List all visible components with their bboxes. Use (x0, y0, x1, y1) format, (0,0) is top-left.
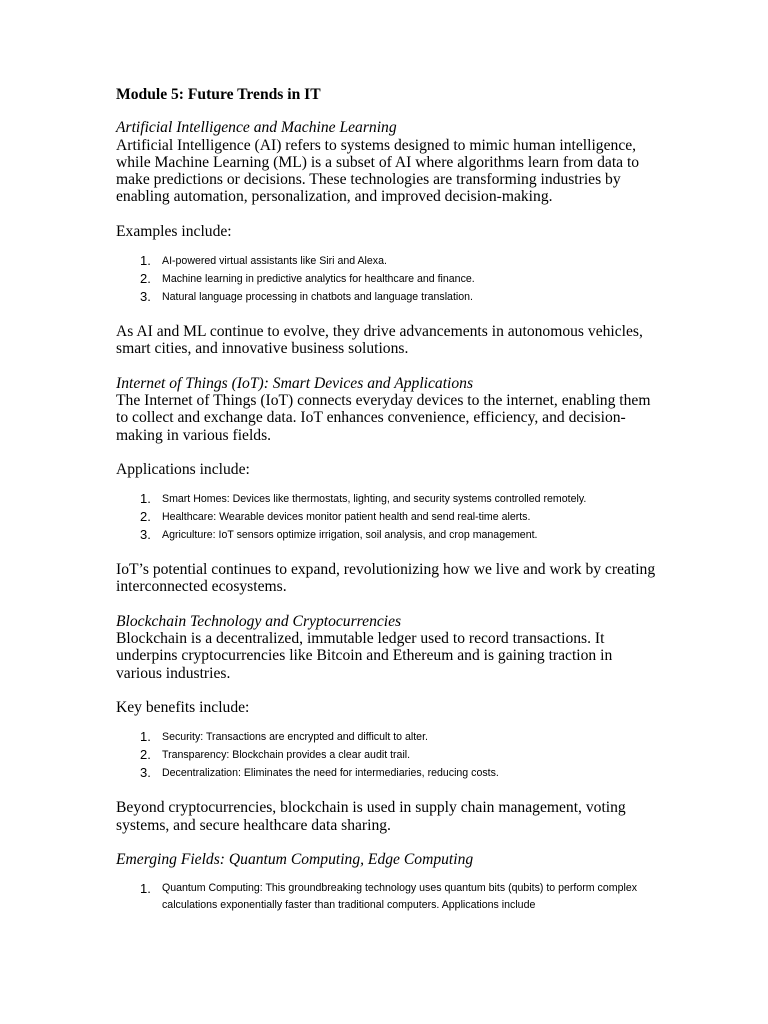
list-number: 3. (140, 527, 151, 543)
list-item-text: Natural language processing in chatbots and language translation. (162, 291, 473, 304)
list-item (116, 728, 656, 746)
list-item-text: Smart Homes: Devices like thermostats, lighting, and security systems controlled remotely. (162, 493, 587, 506)
section-heading-emerging: Emerging Fields: Quantum Computing, Edge Computing (116, 850, 474, 868)
list-intro-ai-ml: Examples include: (116, 222, 232, 240)
emerging-fields-list (116, 880, 656, 914)
list-item (116, 764, 656, 782)
list-item-text: Healthcare: Wearable devices monitor patient health and send real-time alerts. (162, 511, 531, 524)
list-item (116, 288, 656, 306)
benefits-list (116, 728, 656, 782)
section-body-ai-ml: Artificial Intelligence (AI) refers to systems designed to mimic human intelligence, while Machine Learning (ML) is a subset of AI where algorithms learn from data to make predictions or decisions. These technologies are transforming industries by enabling automation, personalization, and improved decision-making. (116, 136, 640, 206)
list-intro-iot: Applications include: (116, 460, 250, 478)
list-item (116, 508, 656, 526)
list-item (116, 490, 656, 508)
section-heading-ai-ml: Artificial Intelligence and Machine Learning (116, 119, 397, 137)
section-closing-blockchain: Beyond cryptocurrencies, blockchain is used in supply chain management, voting systems, and secure healthcare data sharing. (116, 799, 626, 834)
list-number: 2. (140, 747, 151, 763)
section-heading-blockchain: Blockchain Technology and Cryptocurrencies (116, 612, 402, 630)
document-page (116, 86, 656, 931)
list-item (116, 880, 656, 914)
section-closing-ai-ml: As AI and ML continue to evolve, they drive advancements in autonomous vehicles, smart cities, and innovative business solutions. (116, 323, 643, 358)
list-number: 3. (140, 289, 151, 305)
list-number: 1. (140, 491, 151, 507)
list-number: 1. (140, 881, 151, 897)
list-item-text: Quantum Computing: This groundbreaking technology uses quantum bits (qubits) to perform complex calculations exponentially faster than traditional computers. Applications include (162, 882, 638, 912)
section-body-blockchain: Blockchain is a decentralized, immutable ledger used to record transactions. It underpins cryptocurrencies like Bitcoin and Ethereum and is gaining traction in various industries. (116, 630, 613, 682)
list-item-text: Decentralization: Eliminates the need for intermediaries, reducing costs. (162, 767, 499, 780)
list-item (116, 746, 656, 764)
section-closing-iot: IoT’s potential continues to expand, revolutionizing how we live and work by creating interconnected ecosystems. (116, 561, 656, 596)
applications-list (116, 490, 656, 544)
list-item-text: Agriculture: IoT sensors optimize irrigation, soil analysis, and crop management. (162, 529, 538, 542)
list-number: 2. (140, 509, 151, 525)
list-intro-blockchain: Key benefits include: (116, 698, 250, 716)
section-body-iot: The Internet of Things (IoT) connects everyday devices to the internet, enabling them to collect and exchange data. IoT enhances convenience, efficiency, and decision-making in various fields. (116, 391, 651, 444)
list-item (116, 270, 656, 288)
list-item (116, 526, 656, 544)
list-item-text: AI-powered virtual assistants like Siri and Alexa. (162, 255, 387, 268)
page-title: Module 5: Future Trends in IT (116, 86, 321, 103)
list-number: 2. (140, 271, 151, 287)
list-number: 3. (140, 765, 151, 781)
list-item-text: Security: Transactions are encrypted and difficult to alter. (162, 731, 428, 744)
list-number: 1. (140, 253, 151, 269)
section-heading-iot: Internet of Things (IoT): Smart Devices and Applications (116, 374, 474, 392)
examples-list (116, 252, 656, 306)
list-item-text: Transparency: Blockchain provides a clear audit trail. (162, 749, 411, 762)
list-item-text: Machine learning in predictive analytics for healthcare and finance. (162, 273, 475, 286)
list-number: 1. (140, 729, 151, 745)
list-item (116, 252, 656, 270)
